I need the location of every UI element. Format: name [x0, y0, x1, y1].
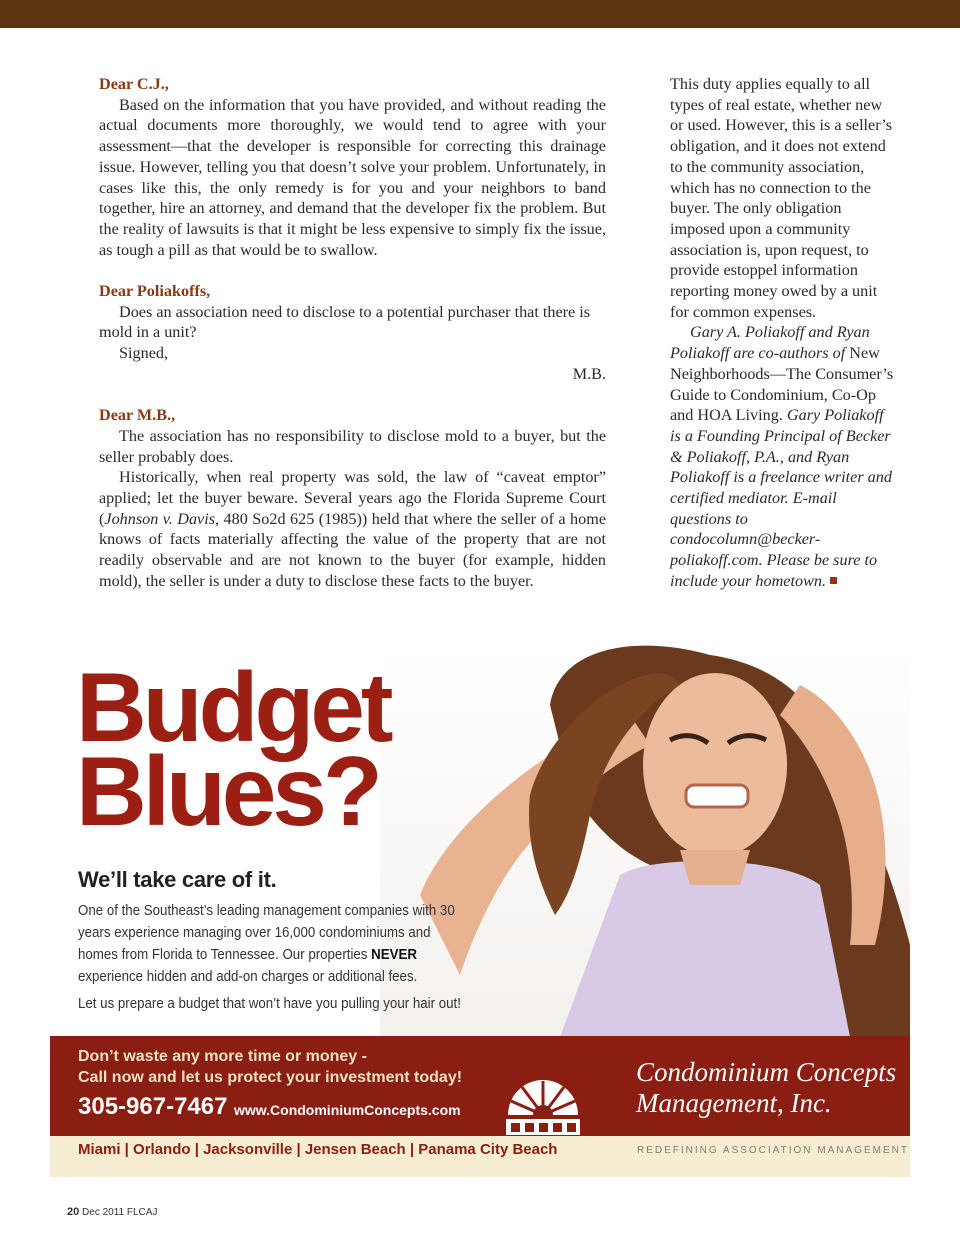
book-title: New Neighborhoods—The Consumer’s Guide to Condominium, Co-Op and HOA Living. — [670, 344, 894, 425]
ad-body-emphasis: NEVER — [371, 947, 417, 963]
answer-mb-p2-text-b: , 480 So2d 625 (1985)) held that where the seller of a home knows of facts materially affecting the value of the property that are not readily observable and are not known to the buyer (for example, hidden mold), the seller is under a duty to disclose these facts to the buyer. — [99, 509, 607, 590]
publication-name: FLCAJ — [126, 1207, 158, 1218]
signed-label: Signed, — [119, 344, 169, 363]
ad-band-line1: Don’t waste any more time or money - — [78, 1048, 367, 1065]
case-citation: Johnson v. Davis — [104, 509, 216, 528]
signature-initials: M.B. — [572, 364, 606, 383]
question-mb: Does an association need to disclose to a potential purchaser that there is mold in a unit? — [99, 302, 591, 342]
salutation-poliakoffs: Dear Poliakoffs, — [99, 282, 211, 301]
ad-band-text — [78, 1046, 462, 1088]
salutation-mb: Dear M.B., — [99, 406, 176, 425]
author-bio — [670, 322, 895, 591]
ad-headline-line1: Budget — [76, 652, 390, 762]
ad-body — [78, 900, 469, 988]
ad-company-name-line2: Management, Inc. — [636, 1088, 832, 1118]
ad-body-text-a: One of the Southeast’s leading management companies with 30 years experience managing over 16,000 condominiums and homes from Florida to Tennessee. Our properties — [78, 903, 455, 963]
side-column — [670, 74, 895, 592]
ad-tagline: REDEFINING ASSOCIATION MANAGEMENT — [637, 1145, 909, 1156]
letters-column — [99, 74, 606, 592]
answer-mb-p1: The association has no responsibility to disclose mold to a buyer, but the seller probably does. — [99, 426, 606, 466]
page-footer — [67, 1206, 157, 1218]
bio-text-b: Gary Poliakoff is a Founding Principal of Becker & Poliakoff, P.A., and Ryan Poliakoff is a freelance writer and certified mediator. E-mail questions to condocolumn@becker-poliakoff.com. Please be sure to include your hometown. — [670, 406, 892, 590]
ad-body-text-b: experience hidden and add-on charges or additional fees. — [78, 969, 418, 985]
side-paragraph: This duty applies equally to all types of real estate, whether new or used. However, this is a seller’s obligation, and it does not extend to the community association, which has no connection to the buyer. The only obligation imposed upon a community association is, upon request, to provide estoppel information reporting money owed by a unit for common expenses. — [670, 75, 893, 321]
advertisement[interactable] — [50, 645, 910, 1177]
salutation-cj: Dear C.J., — [99, 75, 169, 93]
bio-text-a: Gary A. Poliakoff and Ryan Poliakoff are co-authors of — [670, 323, 870, 363]
ad-band-line2: Call now and let us protect your investment today! — [78, 1069, 463, 1086]
ad-subtitle: We’ll take care of it. — [78, 867, 277, 892]
answer-mb-p2 — [99, 467, 606, 591]
ad-city-list: Miami | Orlando | Jacksonville | Jensen Beach | Panama City Beach — [78, 1141, 558, 1158]
ad-headline — [76, 652, 390, 846]
issue-date: Dec 2011 — [82, 1207, 125, 1218]
top-color-bar — [0, 0, 960, 28]
sunrise-building-logo-icon — [500, 1075, 586, 1137]
ad-phone-number[interactable]: 305-967-7467 — [78, 1093, 228, 1120]
end-mark-icon — [830, 577, 837, 584]
ad-headline-line2: Blues? — [76, 736, 379, 846]
answer-cj: Based on the information that you have provided, and without reading the actual documents more thoroughly, we would tend to agree with your assessment—that the developer is responsible for correcting this drainage issue. However, telling you that doesn’t solve your problem. Unfortunately, in cases like this, the only remedy is for you and your neighbors to band together, hire an attorney, and demand that the developer fix the problem. But the reality of lawsuits is that it might be less expensive to simply fix the issue, as tough a pill as that would be to swallow. — [99, 95, 606, 259]
ad-company-name-line1: Condominium Concepts — [636, 1057, 897, 1087]
ad-website-link[interactable]: www.CondominiumConcepts.com — [234, 1102, 461, 1118]
answer-mb-p2-text-a: Historically, when real property was sold, the law of “caveat emptor” applied; let the buyer beware. Several years ago the Florida Supreme Court ( — [99, 468, 606, 528]
page-number: 20 — [67, 1206, 80, 1218]
ad-call-to-action: Let us prepare a budget that won’t have you pulling your hair out! — [78, 996, 461, 1012]
ad-company-name — [636, 1057, 896, 1119]
